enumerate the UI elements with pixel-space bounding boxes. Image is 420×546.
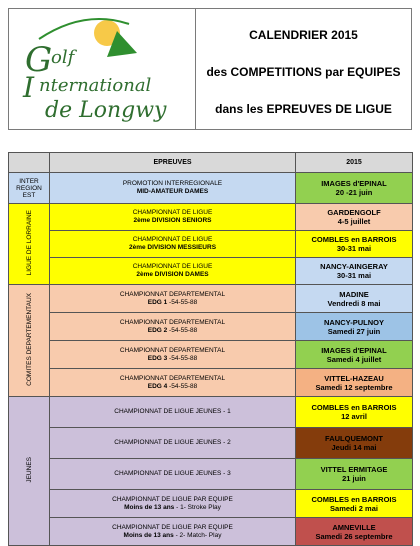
event-subtitle-main: EDG 3: [147, 354, 168, 362]
event-subtitle-main: 2ème DIVISION DAMES: [136, 271, 209, 278]
event-subtitle-detail: - 2- Match- Play: [173, 531, 222, 539]
date-cell: [296, 341, 413, 369]
venue-name: COMBLES en BARROIS: [311, 494, 397, 504]
logo-nternational-text: nternational: [39, 75, 152, 96]
logo-olf-text: olf: [51, 47, 75, 68]
event-subtitle-main: Moins de 13 ans: [123, 531, 174, 539]
title-line-1: CALENDRIER 2015: [249, 28, 358, 42]
event-title: CHAMPIONNAT DE LIGUE JEUNES - 2: [114, 439, 231, 446]
event-date: 20 -21 juin: [335, 188, 373, 197]
date-cell: [296, 369, 413, 397]
venue-name: VITTEL-HAZEAU: [324, 373, 384, 383]
date-cell: [296, 428, 413, 459]
event-title: CHAMPIONNAT DE LIGUE PAR EQUIPE: [112, 495, 233, 503]
venue-name: IMAGES d'EPINAL: [321, 179, 387, 188]
venue-name: NANCY-PULNOY: [323, 317, 384, 327]
event-subtitle-main: Moins de 13 ans: [124, 503, 175, 511]
event-date: 12 avril: [341, 412, 367, 421]
date-cell: [296, 518, 413, 546]
group-label: JEUNES: [25, 457, 33, 483]
event-cell: [50, 397, 296, 428]
table-row: [9, 341, 413, 369]
event-subtitle-detail: -54-55-88: [167, 354, 198, 362]
event-subtitle: [50, 355, 295, 363]
table-row: [9, 428, 413, 459]
date-cell: [296, 258, 413, 285]
group-label: LIGUE DE LORRAINE: [25, 210, 33, 276]
header-epreuves: EPREUVES: [50, 153, 296, 173]
group-label-cell: [9, 285, 50, 397]
event-date: 30-31 mai: [336, 271, 372, 280]
header-panel: [8, 8, 412, 130]
event-title: CHAMPIONNAT DE LIGUE JEUNES - 1: [114, 408, 231, 415]
table-row: [9, 518, 413, 546]
event-date: 30-31 mai: [336, 244, 372, 253]
event-subtitle: [50, 532, 295, 540]
venue-name: COMBLES en BARROIS: [311, 235, 397, 244]
header-year: 2015: [296, 153, 413, 173]
venue-name: IMAGES d'EPINAL: [321, 345, 387, 355]
event-title: CHAMPIONNAT DE LIGUE: [132, 236, 213, 243]
logo-longwy-text: de Longwy: [45, 98, 167, 123]
table-row: [9, 313, 413, 341]
group-label-cell: [9, 204, 50, 285]
event-cell: [50, 204, 296, 231]
event-title: CHAMPIONNAT DEPARTEMENTAL: [119, 318, 226, 326]
event-title: CHAMPIONNAT DEPARTEMENTAL: [119, 346, 226, 354]
event-cell: [50, 490, 296, 518]
event-date: Jeudi 14 mai: [331, 443, 377, 452]
event-cell: [50, 369, 296, 397]
table-row: [9, 490, 413, 518]
venue-name: GARDENGOLF: [327, 208, 381, 217]
date-cell: [296, 459, 413, 490]
date-cell: [296, 313, 413, 341]
club-logo: [9, 9, 196, 129]
event-subtitle: [50, 327, 295, 335]
event-subtitle-main: EDG 2: [147, 326, 168, 334]
logo-i-letter: I: [23, 71, 35, 104]
title-line-3: dans les EPREUVES DE LIGUE: [215, 102, 392, 116]
event-subtitle-main: 2ème DIVISION SENIORS: [133, 217, 212, 224]
event-date: Samedi 26 septembre: [315, 531, 393, 541]
date-cell: [296, 231, 413, 258]
event-title: CHAMPIONNAT DEPARTEMENTAL: [119, 374, 226, 382]
event-cell: [50, 459, 296, 490]
event-subtitle-detail: - 1- Stroke Play: [174, 503, 221, 511]
venue-name: AMNEVILLE: [332, 522, 376, 532]
venue-name: FAULQUEMONT: [325, 434, 383, 443]
event-title: CHAMPIONNAT DE LIGUE: [132, 263, 213, 270]
table-row: [9, 397, 413, 428]
golf-logo-graphic: [9, 9, 195, 129]
event-subtitle-main: EDG 1: [147, 298, 168, 306]
table-row: [9, 173, 413, 204]
event-subtitle-detail: -54-55-88: [167, 382, 198, 390]
event-cell: [50, 518, 296, 546]
event-date: Samedi 2 mai: [330, 503, 378, 513]
event-cell: [50, 313, 296, 341]
venue-name: NANCY-AINGERAY: [320, 262, 388, 271]
event-subtitle: [50, 383, 295, 391]
event-subtitle: [50, 244, 295, 252]
event-subtitle-detail: -54-55-88: [167, 298, 198, 306]
event-subtitle-detail: -54-55-88: [167, 326, 198, 334]
event-cell: [50, 258, 296, 285]
event-date: 4-5 juillet: [337, 217, 371, 226]
venue-name: VITTEL ERMITAGE: [320, 465, 388, 474]
event-subtitle: [50, 217, 295, 225]
event-date: 21 juin: [342, 474, 366, 483]
table-row: [9, 459, 413, 490]
table-row: [9, 231, 413, 258]
group-label-cell: [9, 173, 50, 204]
event-cell: [50, 428, 296, 459]
event-subtitle: [50, 271, 295, 279]
table-row: [9, 369, 413, 397]
table-row: [9, 285, 413, 313]
event-date: Samedi 27 juin: [327, 326, 381, 336]
date-cell: [296, 490, 413, 518]
event-title: CHAMPIONNAT DEPARTEMENTAL: [119, 290, 226, 298]
venue-name: MADINE: [339, 289, 369, 299]
calendar-table: [8, 152, 413, 546]
event-cell: [50, 341, 296, 369]
event-title: CHAMPIONNAT DE LIGUE PAR EQUIPE: [112, 523, 233, 531]
table-header-row: [9, 153, 413, 173]
table-row: [9, 258, 413, 285]
event-date: Samedi 4 juillet: [326, 354, 382, 364]
table-row: [9, 204, 413, 231]
date-cell: [296, 204, 413, 231]
event-title: PROMOTION INTERREGIONALE: [122, 180, 223, 187]
event-cell: [50, 173, 296, 204]
event-title: CHAMPIONNAT DE LIGUE: [132, 209, 213, 216]
event-date: Samedi 12 septembre: [315, 382, 393, 392]
event-subtitle: [50, 504, 295, 512]
event-subtitle: [50, 188, 295, 196]
event-cell: [50, 231, 296, 258]
logo-g-letter: G: [25, 40, 53, 80]
group-label: INTER REGION EST: [16, 177, 42, 199]
event-subtitle-main: 2ème DIVISION MESSIEURS: [128, 244, 217, 251]
title-area: [196, 9, 411, 129]
event-cell: [50, 285, 296, 313]
title-line-2: des COMPETITIONS par EQUIPES: [206, 65, 401, 79]
event-subtitle-main: EDG 4: [147, 382, 168, 390]
event-subtitle-main: MID-AMATEUR DAMES: [136, 188, 209, 195]
event-date: Vendredi 8 mai: [327, 298, 381, 308]
event-title: CHAMPIONNAT DE LIGUE JEUNES - 3: [114, 470, 231, 477]
date-cell: [296, 285, 413, 313]
date-cell: [296, 173, 413, 204]
venue-name: COMBLES en BARROIS: [311, 403, 397, 412]
date-cell: [296, 397, 413, 428]
header-empty-cell: [9, 153, 50, 173]
group-label-cell: [9, 397, 50, 546]
group-label: COMITES DEPARTEMENTAUX: [25, 293, 33, 386]
event-subtitle: [50, 299, 295, 307]
